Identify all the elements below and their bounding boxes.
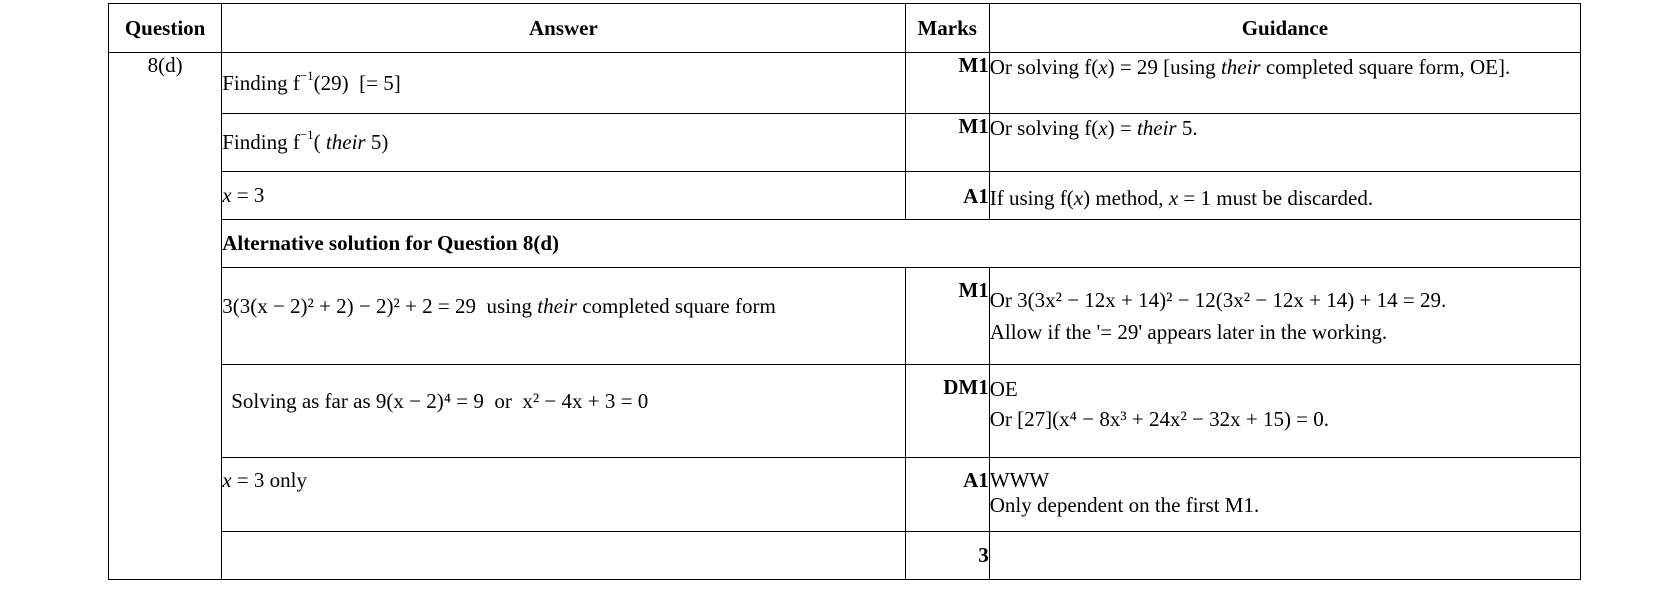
guidance-var: x [1168, 186, 1179, 210]
answer-open: ( [313, 130, 321, 154]
guidance-text: completed square form, OE]. [1265, 55, 1511, 79]
guidance-line: Allow if the '= 29' appears later in the working. [989, 320, 1388, 345]
mark-cell: DM1 [905, 365, 989, 458]
guidance-var: x [1073, 186, 1084, 210]
guidance-cell [989, 114, 1580, 172]
answer-math: x² − 4x + 3 = 0 [522, 388, 649, 413]
table-row [109, 172, 1581, 220]
header-guidance: Guidance [989, 4, 1580, 53]
answer-cell [222, 458, 905, 532]
guidance-line: OE [989, 377, 1018, 401]
guidance-text: ) = 29 [using [1107, 55, 1216, 79]
guidance-cell [989, 172, 1580, 220]
guidance-italic: their [1220, 55, 1261, 79]
answer-cell [222, 365, 905, 458]
answer-var: x [222, 468, 232, 492]
alternative-heading-row [109, 220, 1581, 268]
guidance-line: Only dependent on the first M1. [989, 493, 1260, 518]
answer-cell [222, 268, 905, 365]
answer-text: Solving as far as [231, 388, 371, 413]
answer-math: 3(3(x − 2)² + 2) − 2)² + 2 = 29 [222, 293, 476, 318]
answer-italic: their [325, 130, 366, 154]
answer-math: 9(x − 2)⁴ = 9 [375, 388, 484, 413]
answer-arg: (29) [313, 70, 349, 95]
guidance-text: ) = [1107, 116, 1132, 140]
question-number: 8(d) [109, 53, 222, 580]
guidance-text: ) method, [1083, 186, 1164, 210]
header-answer: Answer [222, 4, 905, 53]
mark-cell: A1 [905, 458, 989, 532]
table-row [109, 268, 1581, 365]
guidance-text: = 1 must be discarded. [1183, 186, 1374, 210]
table-row [109, 365, 1581, 458]
guidance-var: x [1098, 116, 1108, 140]
guidance-cell [989, 458, 1580, 532]
guidance-var: x [1098, 55, 1108, 79]
header-marks: Marks [905, 4, 989, 53]
total-mark: 3 [905, 532, 989, 580]
answer-cell [222, 114, 905, 172]
answer-prefix: Finding f [222, 70, 300, 95]
guidance-line: WWW [989, 468, 1050, 492]
answer-italic: their [537, 293, 577, 318]
guidance-cell [989, 365, 1580, 458]
guidance-line: Or [27](x⁴ − 8x³ + 24x² − 32x + 15) = 0. [989, 407, 1330, 432]
answer-cell [222, 172, 905, 220]
answer-rest: = 3 [236, 183, 265, 207]
mark-cell: M1 [905, 268, 989, 365]
guidance-text: Or solving f( [989, 55, 1099, 79]
answer-prefix: Finding f [222, 130, 300, 154]
guidance-line: Or 3(3x² − 12x + 14)² − 12(3x² − 12x + 14) + 14 = 29. [989, 288, 1447, 312]
guidance-cell [989, 53, 1580, 114]
alternative-heading: Alternative solution for Question 8(d) [222, 220, 1581, 268]
answer-var: x [222, 183, 232, 207]
answer-text: or [494, 388, 512, 413]
answer-suffix: [= 5] [359, 70, 401, 95]
guidance-text: Or solving f( [989, 116, 1099, 140]
answer-text: using [486, 293, 533, 318]
mark-cell: A1 [905, 172, 989, 220]
guidance-cell [989, 268, 1580, 365]
table-row [109, 53, 1581, 114]
empty-cell [222, 532, 905, 580]
inverse-superscript: −1 [299, 67, 314, 83]
answer-close: 5) [370, 130, 389, 154]
mark-cell: M1 [905, 53, 989, 114]
guidance-text: 5. [1181, 116, 1198, 140]
mark-scheme-table [108, 3, 1581, 580]
header-question: Question [109, 4, 222, 53]
table-row [109, 114, 1581, 172]
mark-cell: M1 [905, 114, 989, 172]
answer-text: completed square form [582, 293, 776, 318]
table-row [109, 458, 1581, 532]
empty-cell [989, 532, 1580, 580]
guidance-italic: their [1136, 116, 1177, 140]
total-row [109, 532, 1581, 580]
header-row [109, 4, 1581, 53]
answer-cell [222, 53, 905, 114]
guidance-text: If using f( [989, 186, 1074, 210]
answer-rest: = 3 only [236, 468, 307, 492]
inverse-superscript: −1 [299, 127, 314, 143]
